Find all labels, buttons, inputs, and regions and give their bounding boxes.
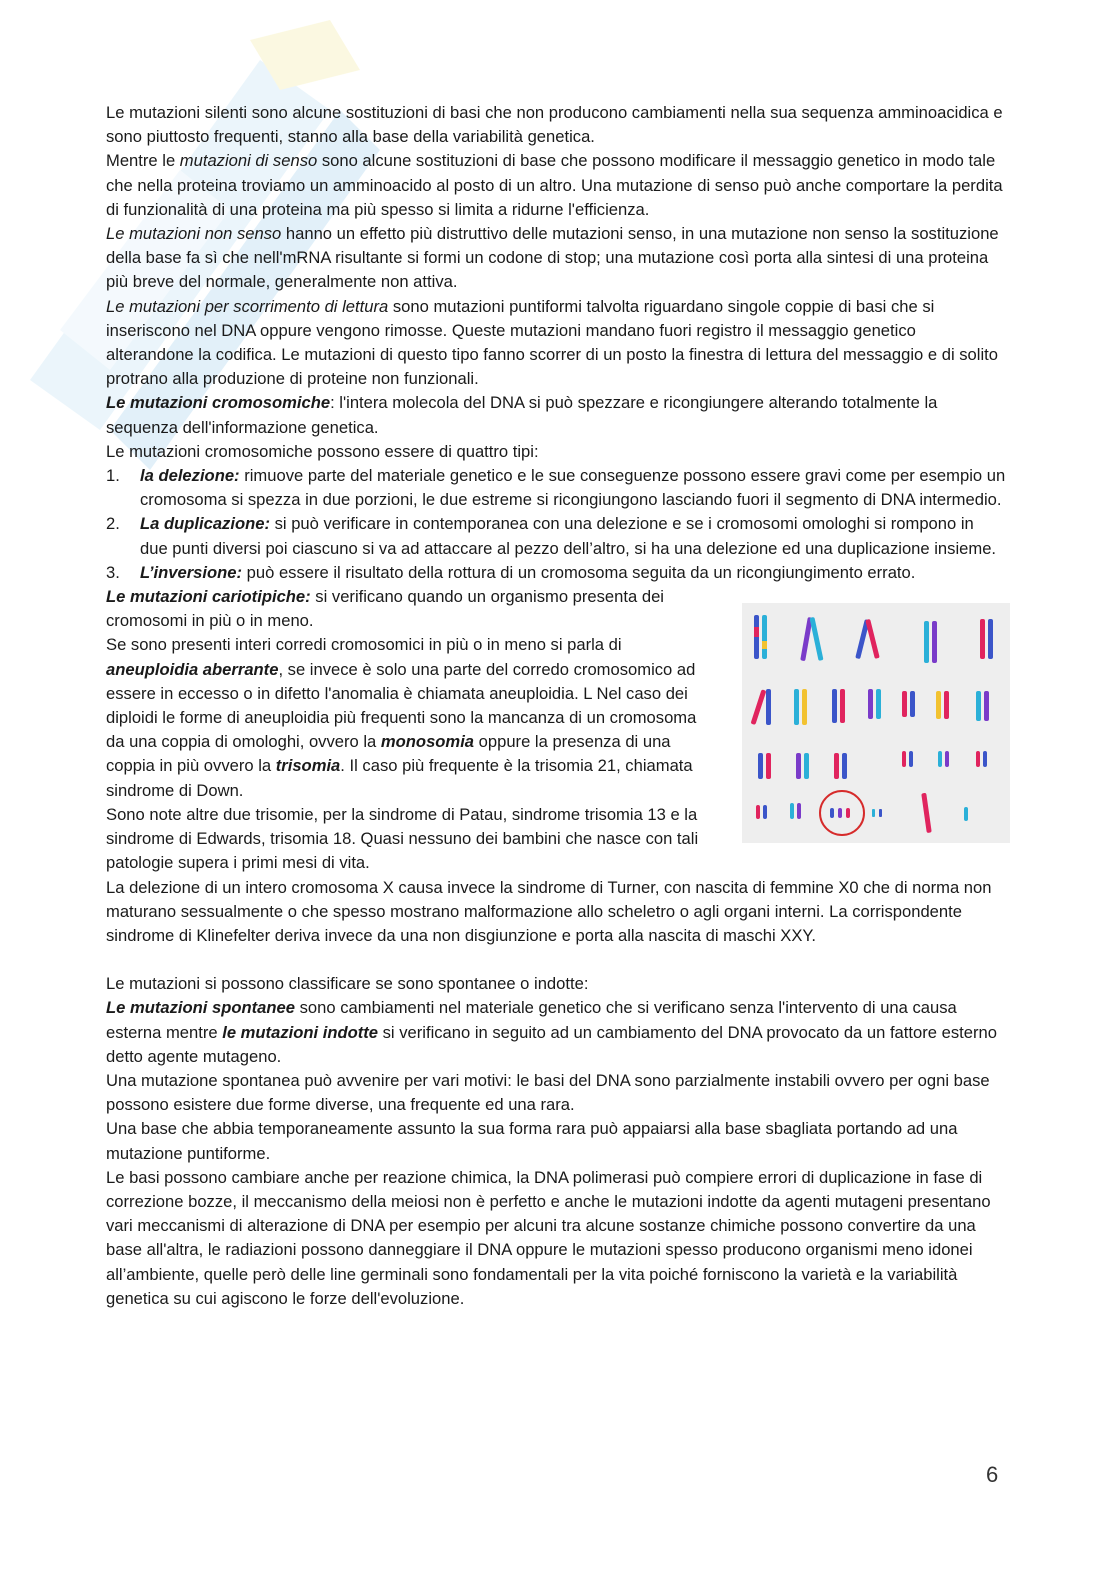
paragraph-missense: Mentre le mutazioni di senso sono alcune sostituzioni di base che possono modificare il messaggio genetico in modo tale che nella proteina troviamo un amminoacido al posto di un altro. Una mutazione di senso può anche comportare la perdita di funzionalità di una proteina ma più spesso si limita a ridurne l'efficienza. xyxy=(106,151,1003,219)
paragraph-turner-klinefelter: La delezione di un intero cromosoma X causa invece la sindrome di Turner, con nascita di femmine X0 che di norma non maturano sessualmente o che spesso mostrano malformazione allo scheletro o agli organi interni. La corrispondente sindrome di Klinefelter deriva invece da una non disgiunzione e porta alla nascita di maschi XXY. xyxy=(106,877,992,945)
paragraph-silent-mutations: Le mutazioni silenti sono alcune sostituzioni di basi che non producono cambiamenti nella sua sequenza amminoacidica e sono piuttosto frequenti, stanno alla base della variabilità genetica. xyxy=(106,103,1003,147)
paragraph-karyotypic: Le mutazioni cariotipiche: si verificano quando un organismo presenta dei cromosomi in più o in meno. xyxy=(106,587,664,631)
spacer xyxy=(106,948,1006,972)
list-item: 3. L’inversione: può essere il risultato della rottura di un cromosoma seguita da un ricongiungimento errato. xyxy=(106,562,916,582)
paragraph-spontaneous-causes: Una mutazione spontanea può avvenire per vari motivi: le basi del DNA sono parzialmente instabili ovvero per ogni base possono esistere due forme diverse, una frequente ed una rara. xyxy=(106,1070,990,1115)
paragraph-aneuploidy: Se sono presenti interi corredi cromosomici in più o in meno si parla di aneuploidia aberrante, se invece è solo una parte del corredo cromosomico ad essere in eccesso o in difetto l'anomalia è chiamata aneuploidia. L Nel caso dei diploidi le forme di aneuploidia più frequenti sono la mancanza di un cromosoma da una coppia di omologhi, ovvero la monosomia oppure la presenza di una coppia in più ovvero la trisomia. Il caso più frequente è la trisomia 21, chiamata sindrome di Down. xyxy=(106,635,697,800)
karyotype-figure xyxy=(742,603,1010,843)
paragraph-rare-form: Una base che abbia temporaneamente assunto la sua forma rara può appaiarsi alla base sbagliata portando ad una mutazione puntiforme. xyxy=(106,1119,958,1163)
paragraph-nonsense: Le mutazioni non senso hanno un effetto più distruttivo delle mutazioni senso, in una mutazione non senso la sostituzione della base fa sì che nell'mRNA risultante si formi un codone di stop; una mutazione così porta alla sintesi di una proteina più breve del normale, generalmente non attiva. xyxy=(106,224,999,292)
list-item: 1. la delezione: rimuove parte del materiale genetico e le sue conseguenze possono essere gravi come per esempio un cromosoma si spezza in due porzioni, le due estreme si ricongiungono lasciando fuori il segmento di DNA intermedio. xyxy=(106,466,1006,510)
chromosomal-types-list xyxy=(106,464,1006,585)
page-number: 6 xyxy=(986,1462,999,1487)
list-item: 2. La duplicazione: si può verificare in contemporanea con una delezione e se i cromosomi omologhi si rompono in due punti diversi poi ciascuno si va ad attaccare al pezzo dell’altro, si ha una delezione ed una duplicazione insieme. xyxy=(106,514,997,558)
document-body xyxy=(106,101,1006,1311)
paragraph-trisomies: Sono note altre due trisomie, per la sindrome di Patau, sindrome trisomia 13 e la sindrome di Edwards, trisomia 18. Quasi nessuno dei bambini che nasce con tali patologie supera i primi mesi di vita. xyxy=(106,804,699,873)
karyotype-section xyxy=(106,585,1006,875)
paragraph-chromosomal: Le mutazioni cromosomiche: l'intera molecola del DNA si può spezzare e ricongiungere alterando totalmente la sequenza dell'informazione genetica. xyxy=(106,393,938,437)
paragraph-chemical-changes: Le basi possono cambiare anche per reazione chimica, la DNA polimerasi può compiere errori di duplicazione in fase di correzione bozze, il meccanismo della meiosi non è perfetto e anche le mutazioni indotte da agenti mutageni presentano vari meccanismi di alterazione di DNA per esempio per alcuni tra alcune sostanze chimiche possono convertire da una base all'altra, le radiazioni possono danneggiare il DNA oppure le mutazioni spesso producono organismi meno idonei all’ambiente, quelle però delle line germinali sono fondamentali per la vita poiché forniscono la varietà e la variabilità genetica su cui agiscono le forze dell'evoluzione. xyxy=(106,1167,991,1308)
paragraph-frameshift: Le mutazioni per scorrimento di lettura sono mutazioni puntiformi talvolta riguardano singole coppie di basi che si inseriscono nel DNA oppure vengono rimosse. Queste mutazioni mandano fuori registro il messaggio genetico alterandone la codifica. Le mutazioni di questo tipo fanno scorrer di un posto la finestra di lettura del messaggio e di solito protrano alla produzione di proteine non funzionali. xyxy=(106,296,998,389)
paragraph-classification-intro: Le mutazioni si possono classificare se sono spontanee o indotte: xyxy=(106,974,589,994)
paragraph-types-intro: Le mutazioni cromosomiche possono essere di quattro tipi: xyxy=(106,441,539,461)
paragraph-spontaneous-induced: Le mutazioni spontanee sono cambiamenti nel materiale genetico che si verificano senza l'intervento di una causa esterna mentre le mutazioni indotte si verificano in seguito ad un cambiamento del DNA provocato da un fattore esterno detto agente mutageno. xyxy=(106,998,997,1066)
